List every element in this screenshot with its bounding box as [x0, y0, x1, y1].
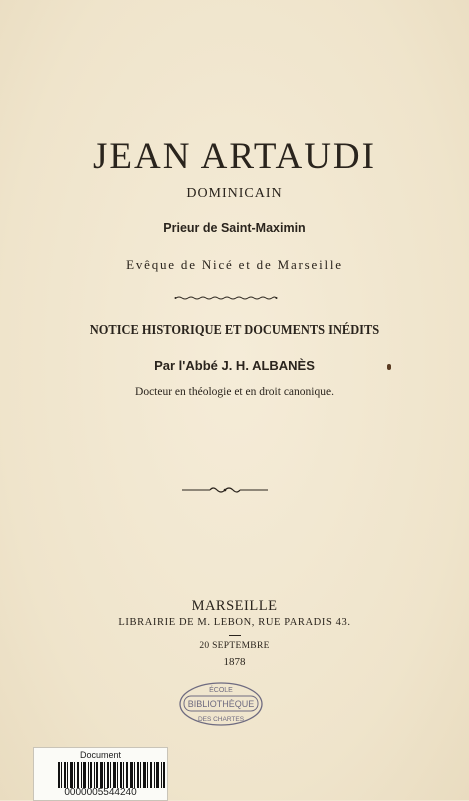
library-stamp	[178, 680, 264, 728]
paper-speck	[387, 364, 391, 370]
author-line: Par l'Abbé J. H. ALBANÈS	[154, 358, 315, 373]
stamp-top-text: ÉCOLE	[209, 687, 233, 694]
barcode-number: 0000005544240	[64, 787, 137, 798]
barcode-icon	[58, 762, 168, 788]
publication-year: 1878	[223, 656, 246, 668]
label-type: Document	[79, 750, 122, 760]
ornamental-rule-middle	[180, 486, 270, 494]
publisher-line: LIBRAIRIE DE M. LEBON, RUE PARADIS 43.	[118, 617, 351, 628]
catalog-label	[33, 747, 168, 801]
notice-heading: NOTICE HISTORIQUE ET DOCUMENTS INÉDITS	[89, 322, 380, 337]
publication-date: 20 SEPTEMBRE	[199, 641, 270, 651]
subtitle-see: Evêque de Nicé et de Marseille	[126, 257, 343, 272]
publication-city: MARSEILLE	[191, 598, 278, 614]
stamp-middle-text: BIBLIOTHÈQUE	[187, 699, 255, 709]
author-degree: Docteur en théologie et en droit canonique.	[135, 386, 334, 398]
book-title: JEAN ARTAUDI	[93, 136, 376, 177]
stamp-bottom-text: DES CHARTES	[197, 716, 245, 723]
divider-dash	[229, 635, 241, 636]
ornamental-rule-top	[174, 296, 278, 300]
subtitle-office: Prieur de Saint-Maximin	[163, 221, 306, 235]
subtitle-order: DOMINICAIN	[186, 186, 283, 201]
